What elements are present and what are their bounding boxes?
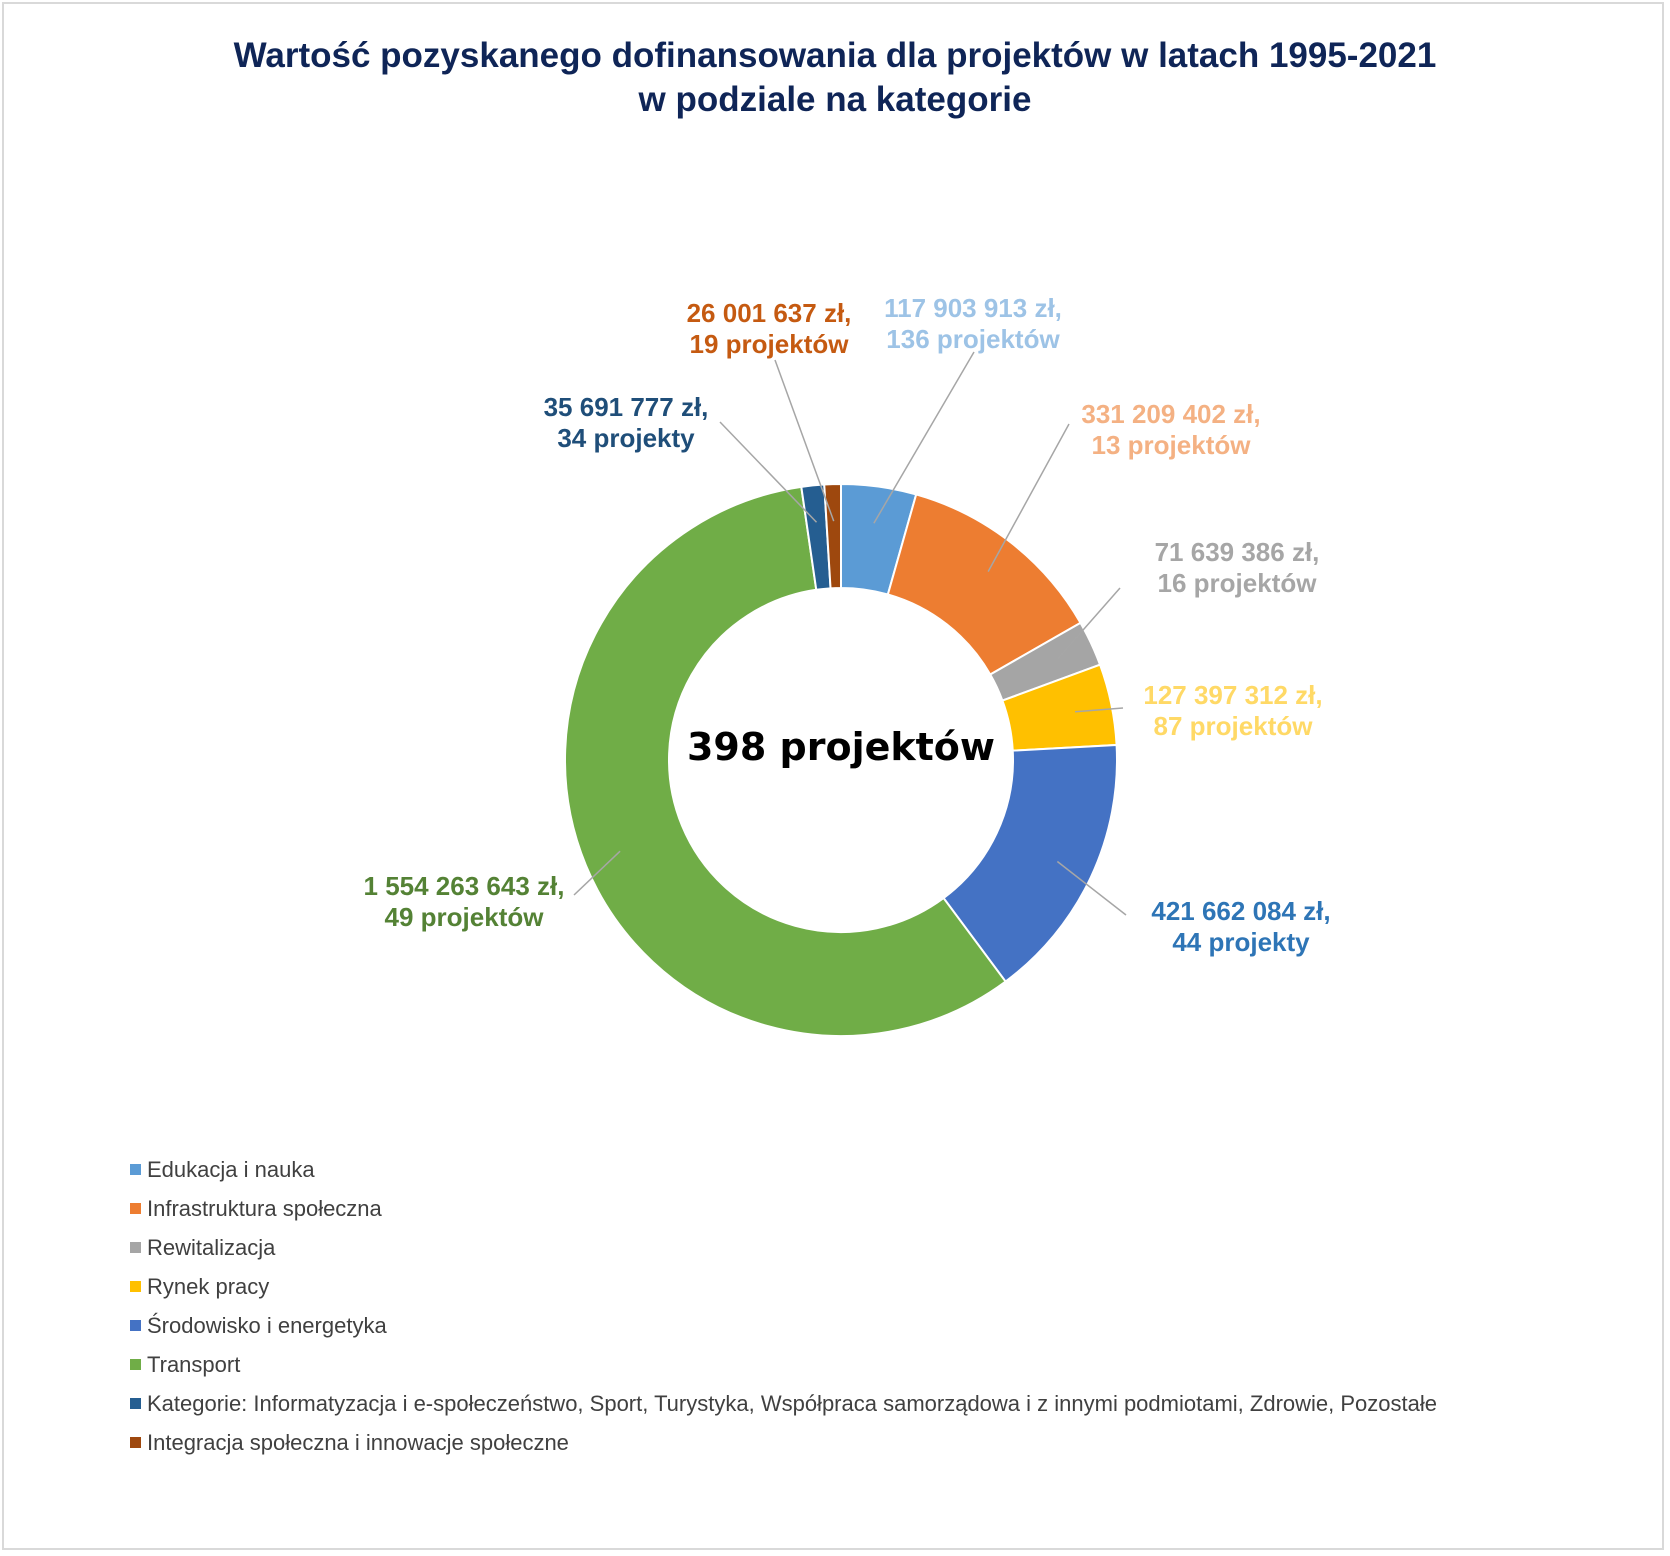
data-label-count: 16 projektów — [1157, 568, 1317, 598]
data-label-value: 127 397 312 zł, — [1143, 680, 1323, 710]
data-label-value: 117 903 913 zł, — [884, 293, 1062, 323]
legend-swatch — [130, 1320, 141, 1331]
data-label-count: 136 projektów — [886, 324, 1060, 354]
legend-item-8 — [130, 1423, 1437, 1462]
center-total-label: 398 projektów — [686, 725, 996, 769]
legend-swatch — [130, 1398, 141, 1409]
data-label-7 — [544, 392, 709, 453]
data-label-value: 331 209 402 zł, — [1081, 399, 1261, 429]
legend-swatch — [130, 1281, 141, 1292]
data-label-8 — [687, 298, 852, 359]
legend-label: Integracja społeczna i innowacje społeczne — [147, 1429, 569, 1455]
data-label-value: 421 662 084 zł, — [1151, 896, 1331, 926]
legend-swatch — [130, 1242, 141, 1253]
legend-swatch — [130, 1203, 141, 1214]
data-label-count: 19 projektów — [689, 329, 849, 359]
legend-item-4 — [130, 1267, 1437, 1306]
data-labels — [364, 293, 1331, 957]
legend-swatch — [130, 1164, 141, 1175]
data-label-5 — [1151, 896, 1330, 957]
legend — [130, 1150, 1437, 1462]
data-label-count: 87 projektów — [1153, 711, 1313, 741]
legend-label: Transport — [147, 1351, 241, 1377]
data-label-value: 71 639 386 zł, — [1154, 537, 1320, 567]
data-label-value: 35 691 777 zł, — [543, 392, 709, 422]
data-label-count: 34 projekty — [557, 423, 695, 453]
chart-title-line-2: w podziale na kategorie — [638, 80, 1032, 119]
data-label-count: 49 projektów — [384, 902, 544, 932]
legend-item-1 — [130, 1150, 1437, 1189]
legend-item-6 — [130, 1345, 1437, 1384]
data-label-2 — [1081, 399, 1260, 460]
legend-item-7 — [130, 1384, 1437, 1423]
data-label-4 — [1143, 680, 1322, 741]
legend-item-3 — [130, 1228, 1437, 1267]
legend-label: Rewitalizacja — [147, 1234, 276, 1260]
legend-item-5 — [130, 1306, 1437, 1345]
data-label-value: 26 001 637 zł, — [686, 298, 852, 328]
legend-label: Kategorie: Informatyzacja i e-społeczeństwo, Sport, Turystyka, Współpraca samorządowa i z innymi podmiotami, Zdrowie, Pozostałe — [147, 1390, 1437, 1416]
legend-item-2 — [130, 1189, 1437, 1228]
data-label-6 — [364, 871, 565, 932]
legend-swatch — [130, 1437, 141, 1448]
legend-label: Infrastruktura społeczna — [147, 1195, 382, 1221]
legend-label: Rynek pracy — [147, 1273, 270, 1299]
data-label-3 — [1155, 537, 1320, 598]
data-label-count: 13 projektów — [1091, 430, 1251, 460]
legend-label: Środowisko i energetyka — [147, 1312, 387, 1338]
data-label-value: 1 554 263 643 zł, — [363, 871, 565, 901]
data-label-1 — [884, 293, 1062, 354]
legend-swatch — [130, 1359, 141, 1370]
leader-line-2 — [988, 424, 1069, 572]
data-label-count: 44 projekty — [1172, 927, 1310, 957]
chart-title-line-1: Wartość pozyskanego dofinansowania dla projektów w latach 1995-2021 — [233, 36, 1437, 75]
legend-label: Edukacja i nauka — [147, 1156, 315, 1182]
